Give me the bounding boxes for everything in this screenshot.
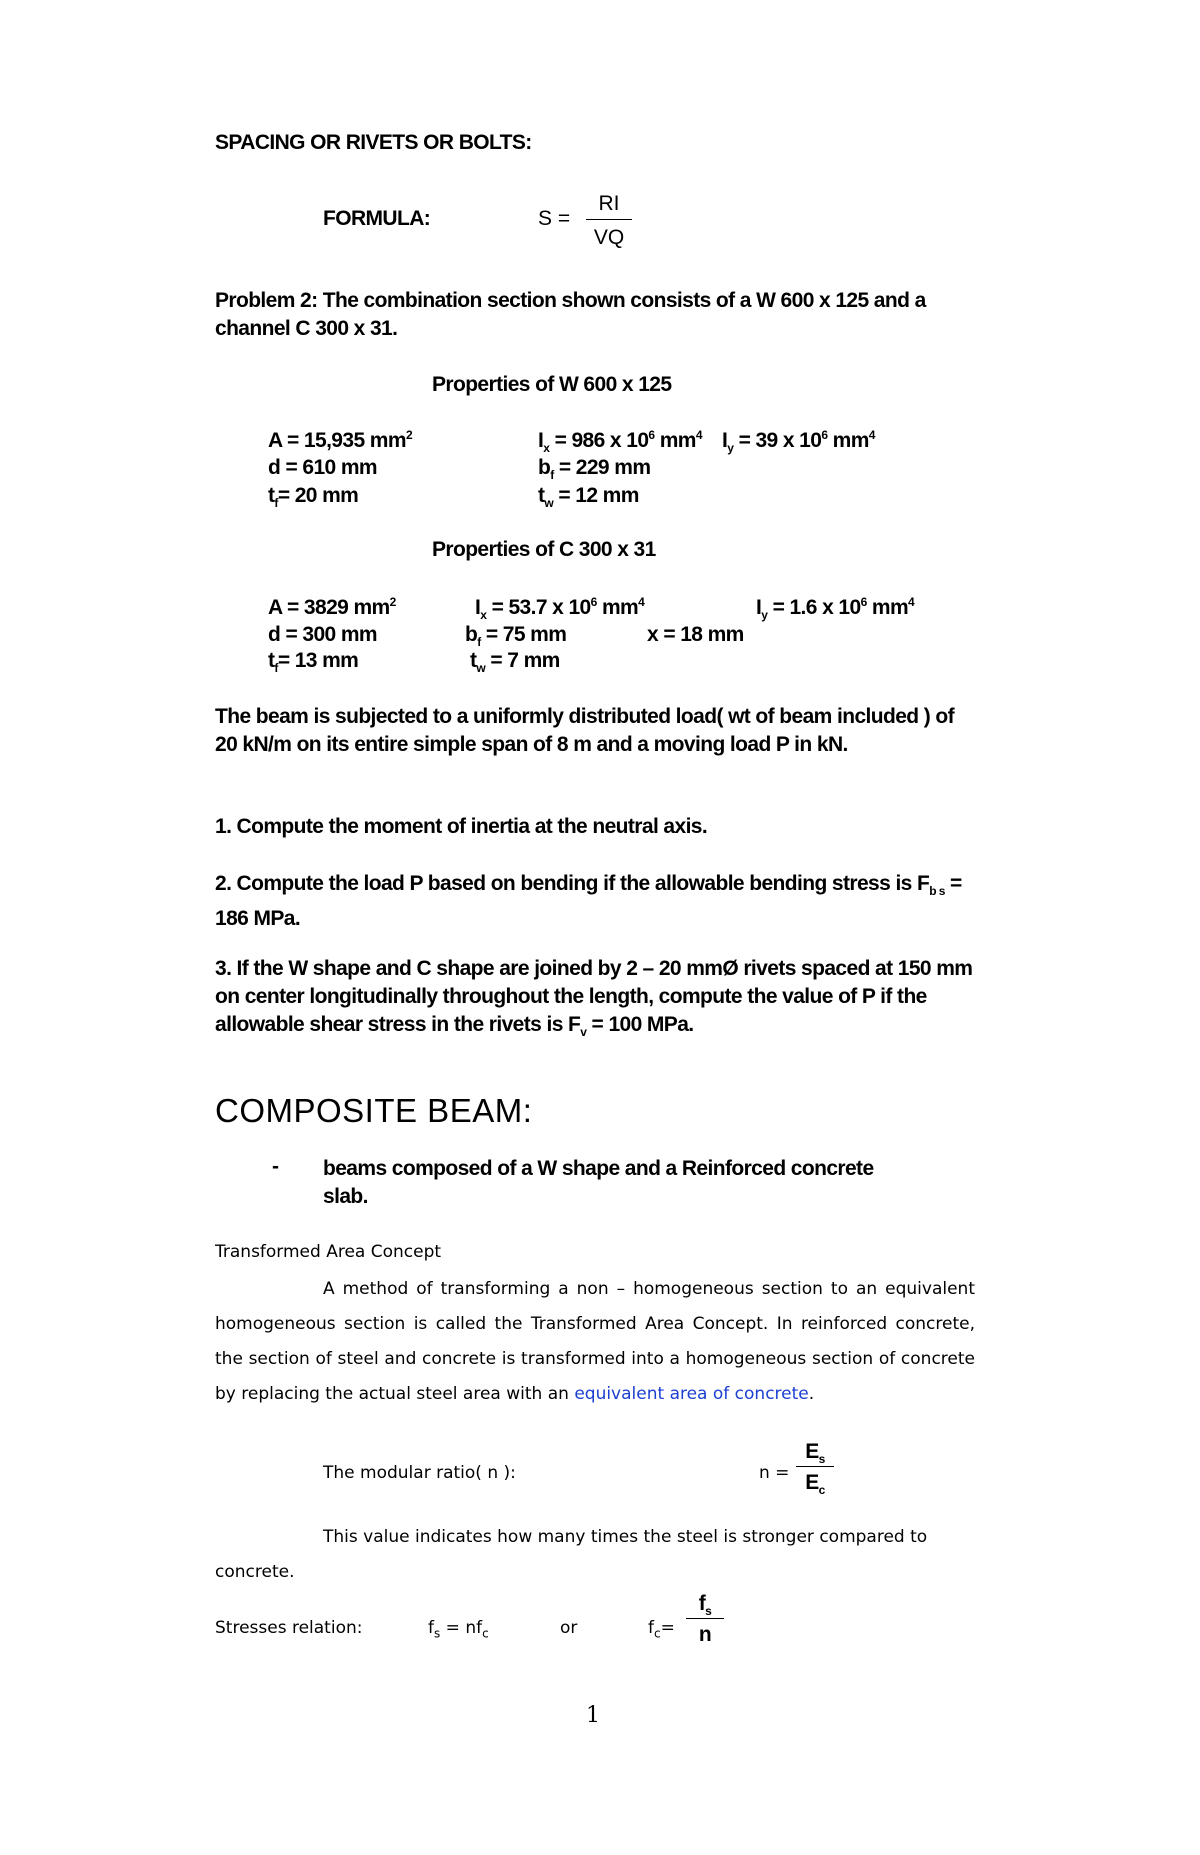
- formula-label: FORMULA:: [323, 207, 431, 230]
- bullet-dash: -: [272, 1155, 279, 1178]
- w-prop-tf: $t_f= 20$ mm: [268, 484, 359, 511]
- stress-or: or: [560, 1618, 578, 1638]
- stress-numerator: $f_s$: [698, 1592, 712, 1619]
- modular-ratio-lhs: n =: [759, 1463, 790, 1483]
- stress-equation-1: $f_s = nf_c$: [428, 1618, 489, 1641]
- problem-intro: Problem 2: The combination section shown consists of a W 600 x 125 and a channel C 300 x 31.: [215, 289, 926, 340]
- stress-relation-label: Stresses relation:: [215, 1618, 363, 1638]
- c-prop-ix: $I_x = 53.7$ x $10^6$ $mm^4$: [475, 595, 645, 623]
- load-description: The beam is subjected to a uniformly distributed load( wt of beam included ) of 20 kN/m on its entire simple span of 8 m and a moving load P in kN.: [215, 705, 955, 756]
- transformed-paragraph: A method of transforming a non – homogeneous section to an equivalent homogeneous section is called the Transformed Area Concept. In reinforced concrete, the section of steel and concrete is transformed into a homogeneous section of concrete by replacing the actual steel area with an equivalent area of concrete.: [215, 1279, 975, 1404]
- transformed-title: Transformed Area Concept: [215, 1242, 442, 1262]
- c-prop-d: d = 300 mm: [268, 623, 377, 646]
- modular-denominator: $E_c$: [805, 1471, 825, 1498]
- stress-equation-2: $f_c=$: [648, 1618, 675, 1641]
- fraction-bar: [586, 219, 632, 220]
- w-prop-bf: $b_f = 229$ mm: [538, 456, 651, 483]
- c-prop-tf: $t_f= 13$ mm: [268, 649, 359, 676]
- modular-numerator: $E_s$: [805, 1440, 825, 1467]
- composite-heading: COMPOSITE BEAM:: [215, 1092, 533, 1129]
- composite-definition: beams composed of a W shape and a Reinforced concrete slab.: [323, 1157, 874, 1208]
- formula-lhs: S =: [538, 207, 571, 230]
- value-paragraph: This value indicates how many times the steel is stronger compared to concrete.: [215, 1527, 928, 1582]
- w-prop-iy: $I_y = 39$ x $10^6$ $mm^4$: [722, 428, 875, 456]
- w-prop-area: A = 15,935 $mm^2$: [268, 428, 413, 452]
- modular-ratio-fraction: [796, 1440, 834, 1497]
- modular-ratio-label: The modular ratio( n ):: [323, 1463, 516, 1483]
- stress-fraction: [686, 1592, 724, 1647]
- c-prop-iy: $I_y = 1.6$ x $10^6$ $mm^4$: [756, 595, 915, 623]
- equivalent-area-link[interactable]: equivalent area of concrete: [574, 1384, 809, 1404]
- stress-denominator: n: [698, 1623, 712, 1646]
- formula-numerator: RI: [598, 192, 620, 215]
- c-prop-bf: $b_f = 75$ mm: [465, 623, 567, 650]
- c-prop-area: A = 3829 $mm^2$: [268, 595, 396, 619]
- question-3: 3. If the W shape and C shape are joined by 2 – 20 mmØ rivets spaced at 150 mm on center longitudinally throughout the length, compute the value of P if the allowable shear stress in the rivets is $F_v = 100$ MPa.: [215, 957, 973, 1040]
- c-props-title: Properties of C 300 x 31: [432, 538, 656, 561]
- formula-fraction: [586, 192, 632, 250]
- question-1: 1. Compute the moment of inertia at the neutral axis.: [215, 815, 708, 838]
- formula-denominator: VQ: [593, 226, 625, 249]
- w-prop-d: d = 610 mm: [268, 456, 377, 479]
- w-prop-tw: $t_w = 12$ mm: [538, 484, 639, 511]
- w-prop-ix: $I_x = 986$ x $10^6$ $mm^4$: [538, 428, 702, 456]
- w-props-title: Properties of W 600 x 125: [432, 373, 672, 396]
- question-2: 2. Compute the load P based on bending if the allowable bending stress is $F_{b s} = 186$ MPa.: [215, 872, 962, 931]
- heading-spacing: SPACING OR RIVETS OR BOLTS:: [215, 131, 532, 154]
- page-number: 1: [586, 1703, 600, 1728]
- c-prop-tw: $t_w = 7$ mm: [470, 649, 560, 676]
- fraction-bar: [796, 1466, 834, 1467]
- diameter-symbol: Ø: [722, 957, 739, 980]
- c-prop-x: x = 18 mm: [647, 623, 744, 646]
